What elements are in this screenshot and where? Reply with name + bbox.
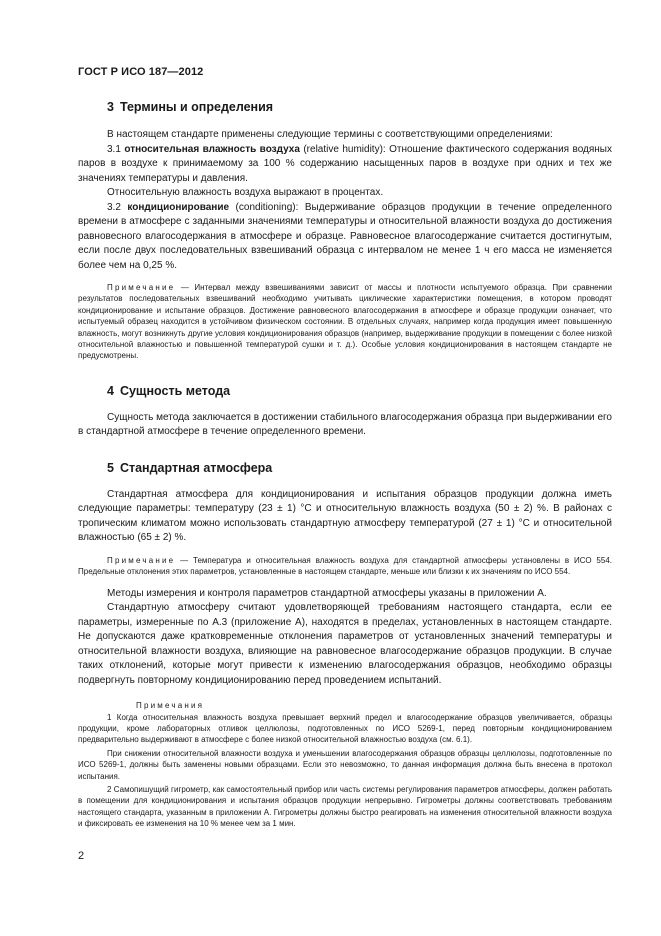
note-item: 1 Когда относительная влажность воздуха превышает верхний предел и влагосодержание образцов увеличивается, образцы продукции, кроме лабораторных отливок целлюлозы, подготовленных по ИСО 5269-1, перед повторным кондиционированием предварительно выдерживают в атмосфере с более низкой относительной влажностью воздуха (см. 6.1). bbox=[78, 712, 612, 745]
note-item: 2 Самопишущий гигрометр, как самостоятельный прибор или часть системы регулирования параметров атмосферы, должен работать в помещении для кондиционирования и испытания образцов продукции непрерывно. Гигрометры должны соответствовать требованиям настоящего стандарта, указанным в приложении А. Гигрометры должны быстро реагировать на изменения относительной влажности воздуха и фиксировать ее изменения на 10 % менее чем за 1 мин. bbox=[78, 785, 612, 829]
section-title: Сущность метода bbox=[119, 383, 231, 398]
note-text: — Температура и относительная влажность воздуха для стандартной атмосферы установлены в ИСО 554. Предельные отклонения этих параметров, установленные в настоящем стандарте, меньше или близки к их значениям по ИСО 554. bbox=[78, 555, 612, 577]
term-definition bbox=[78, 143, 612, 187]
section-4-heading bbox=[78, 384, 612, 398]
definition: (relative humidity): Отношение фактического содержания водяных паров в воздухе к принимаемому за 100 % содержанию насыщенных паров в воздухе при одних и тех же значениях температуры и давления. bbox=[78, 143, 612, 184]
section-number: 3 bbox=[107, 100, 114, 114]
document-header: ГОСТ Р ИСО 187—2012 bbox=[78, 66, 204, 78]
note-label: Примечание bbox=[107, 555, 176, 565]
note-item: При снижении относительной влажности воздуха и уменьшении влагосодержания образцов образцы целлюлозы, подготовленные по ИСО 5269-1, должны быть заменены новыми образцами. Если это невозможно, то данная информация должна быть внесена в протокол испытания. bbox=[78, 748, 612, 781]
term-number: 3.1 bbox=[107, 143, 121, 155]
term-number: 3.2 bbox=[107, 201, 121, 213]
section-3-heading bbox=[78, 100, 612, 114]
note bbox=[78, 282, 612, 362]
section-5-heading bbox=[78, 461, 612, 475]
paragraph: Стандартную атмосферу считают удовлетворяющей требованиям настоящего стандарта, если ее параметры, измеренные по А.3 (приложение А), находятся в пределах, установленных в настоящем стандарте. Не допускаются даже кратковременные отклонения параметров от установленных значений температуры и относительной влажности воздуха, влияющие на равновесное влагосодержание образцов продукции. В случае таких отклонений, которые могут привести к изменению влагосодержания образцов, необходимо образцы подвергнуть повторному кондиционированию перед проведением испытаний. bbox=[78, 602, 612, 686]
note-label: Примечание bbox=[107, 283, 176, 292]
definition: (conditioning): Выдерживание образцов продукции в течение определенного времени в атмосфере с заданными значениями температуры и относительной влажности воздуха до достижения равновесного влагосодержания в атмосфере и образце. Равновесное влагосодержание считается достигнутым, если после двух последовательных взвешиваний образца с интервалом не менее 1 ч его масса не изменяется более чем на 0,25 %. bbox=[78, 201, 612, 271]
term-definition bbox=[78, 201, 612, 274]
section-title: Термины и определения bbox=[119, 100, 274, 114]
note-text: — Интервал между взвешиваниями зависит от массы и плотности испытуемого образца. При сравнении результатов последовательных взвешиваний необходимо учитывать циклические характеристики помещения, в котором проводят кондиционирование и испытание образцов. Достижение равновесного влагосодержания в атмосфере и образце продукции означает, что испытуемый образец находится в устойчивом физическом состоянии. В отдельных случаях, например когда продукция имеет повышенную влажность, могут возникнуть другие условия кондиционирования образцов (например, выдерживание продукции в помещении с более низкой относительной влажностью и повышенной температурой сушки и т. д.). Особые условия кондиционирования в настоящем стандарте не предусмотрены. bbox=[78, 283, 612, 361]
paragraph: Методы измерения и контроля параметров стандартной атмосферы указаны в приложении А. bbox=[107, 587, 547, 599]
section-number: 5 bbox=[107, 460, 114, 475]
term: кондиционирование bbox=[127, 201, 230, 213]
page-number: 2 bbox=[78, 850, 85, 862]
paragraph: Сущность метода заключается в достижении стабильного влагосодержания образца при выдерживании его в стандартной атмосфере в течение определенного времени. bbox=[78, 411, 612, 438]
paragraph: Относительную влажность воздуха выражают в процентах. bbox=[107, 187, 384, 198]
paragraph: Стандартная атмосфера для кондиционирования и испытания образцов продукции должна иметь следующие параметры: температуру (23 ± 1) °С и относительную влажность воздуха (50 ± 2) %. В районах с тропическим климатом можно использовать стандартную атмосферу температурой (27 ± 1) °С и относительной влажностью (65 ± 2) %. bbox=[78, 488, 612, 544]
section-number: 4 bbox=[107, 383, 114, 398]
notes-title: Примечания bbox=[136, 701, 205, 711]
section-title: Стандартная атмосфера bbox=[119, 460, 273, 475]
term: относительная влажность воздуха bbox=[124, 143, 300, 155]
document-body bbox=[78, 96, 612, 830]
paragraph: В настоящем стандарте применены следующие термины с соответствующими определениями: bbox=[107, 129, 553, 140]
note bbox=[78, 555, 612, 578]
